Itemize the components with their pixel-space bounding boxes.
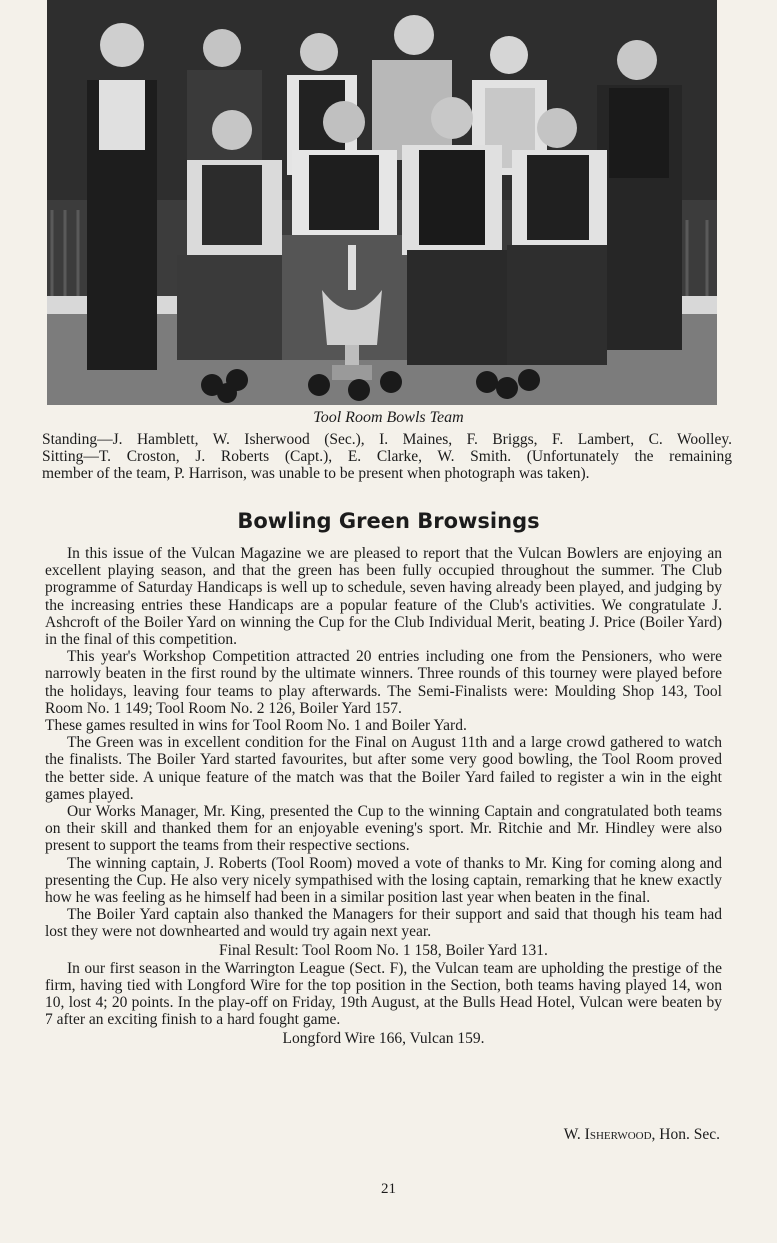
caption-standing: Standing—J. Hamblett, W. Isherwood (Sec.), I. Maines, F. Briggs, F. Lambert, C. Woolley.: [42, 431, 732, 448]
signature-name: W. Isherwood: [563, 1126, 652, 1143]
article-paragraph: This year's Workshop Competition attracted 20 entries including one from the Pensioners, who were narrowly beaten in the first round by the ultimate winners. Three rounds of this tourney were played before the holidays, leaving four teams to play afterwards. The Semi-Finalists were: Moulding Shop 143, Tool Room No. 1 149; Tool Room No. 2 126, Boiler Yard 157.: [45, 648, 722, 717]
page-number: 21: [381, 1181, 396, 1197]
photo-caption-title: Tool Room Bowls Team: [313, 409, 464, 426]
signature-role: , Hon. Sec.: [651, 1126, 720, 1143]
article-paragraph: The Boiler Yard captain also thanked the Managers for their support and said that though his team had lost they were not downhearted and would try again next year.: [45, 906, 722, 941]
article-paragraph: The winning captain, J. Roberts (Tool Room) moved a vote of thanks to Mr. King for coming along and presenting the Cup. He also very nicely sympathised with the losing captain, remarking that he knew exactly how he was feeling as he himself had been in a similar position last year when beaten in the final.: [45, 854, 722, 907]
article-paragraph: The Green was in excellent condition for the Final on August 11th and a large crowd gathered to watch the finalists. The Boiler Yard started favourites, but after some very good bowling, the Tool Room proved the better side. A unique feature of the match was that the Boiler Yard failed to register a win in the eight games played.: [45, 734, 722, 803]
article-headline: Bowling Green Browsings: [237, 509, 540, 533]
caption-sitting: Sitting—T. Croston, J. Roberts (Capt.), E. Clarke, W. Smith. (Unfortunately the remaining: [42, 448, 732, 465]
caption-sitting-continued: member of the team, P. Harrison, was unable to be present when photograph was taken).: [42, 465, 590, 482]
team-photograph: [47, 0, 717, 405]
photo-caption: [42, 431, 732, 482]
article-paragraph: Our Works Manager, Mr. King, presented the Cup to the winning Captain and congratulated both teams on their skill and thanked them for an enjoyable evening's sport. Mr. Ritchie and Mr. Hindley were also present to support the teams from their respective sections.: [45, 803, 722, 855]
team-photo-illustration: [47, 0, 717, 405]
article-paragraph: In our first season in the Warrington League (Sect. F), the Vulcan team are upholding the prestige of the firm, having tied with Longford Wire for the top position in the Section, both teams having played 14, won 10, lost 4; 20 points. In the play-off on Friday, 19th August, at the Bulls Head Hotel, Vulcan were beaten by 7 after an exciting finish to a hard fought game.: [45, 959, 722, 1029]
article-paragraph: These games resulted in wins for Tool Room No. 1 and Boiler Yard.: [45, 717, 467, 735]
article-paragraph: In this issue of the Vulcan Magazine we are pleased to report that the Vulcan Bowlers are enjoying an excellent playing season, and that the green has been fully occupied throughout the summer. The Club programme of Saturday Handicaps is well up to schedule, seven having already been played, and judging by the increasing entries these Handicaps are a popular feature of the Club's activities. We congratulate J. Ashcroft of the Boiler Yard on winning the Cup for the Club Individual Merit, beating J. Price (Boiler Yard) in the final of this competition.: [45, 545, 722, 649]
league-result: Longford Wire 166, Vulcan 159.: [282, 1029, 485, 1047]
final-result: Final Result: Tool Room No. 1 158, Boiler Yard 131.: [219, 941, 548, 959]
article-body: [45, 545, 722, 1048]
article-signature: [564, 1126, 720, 1144]
